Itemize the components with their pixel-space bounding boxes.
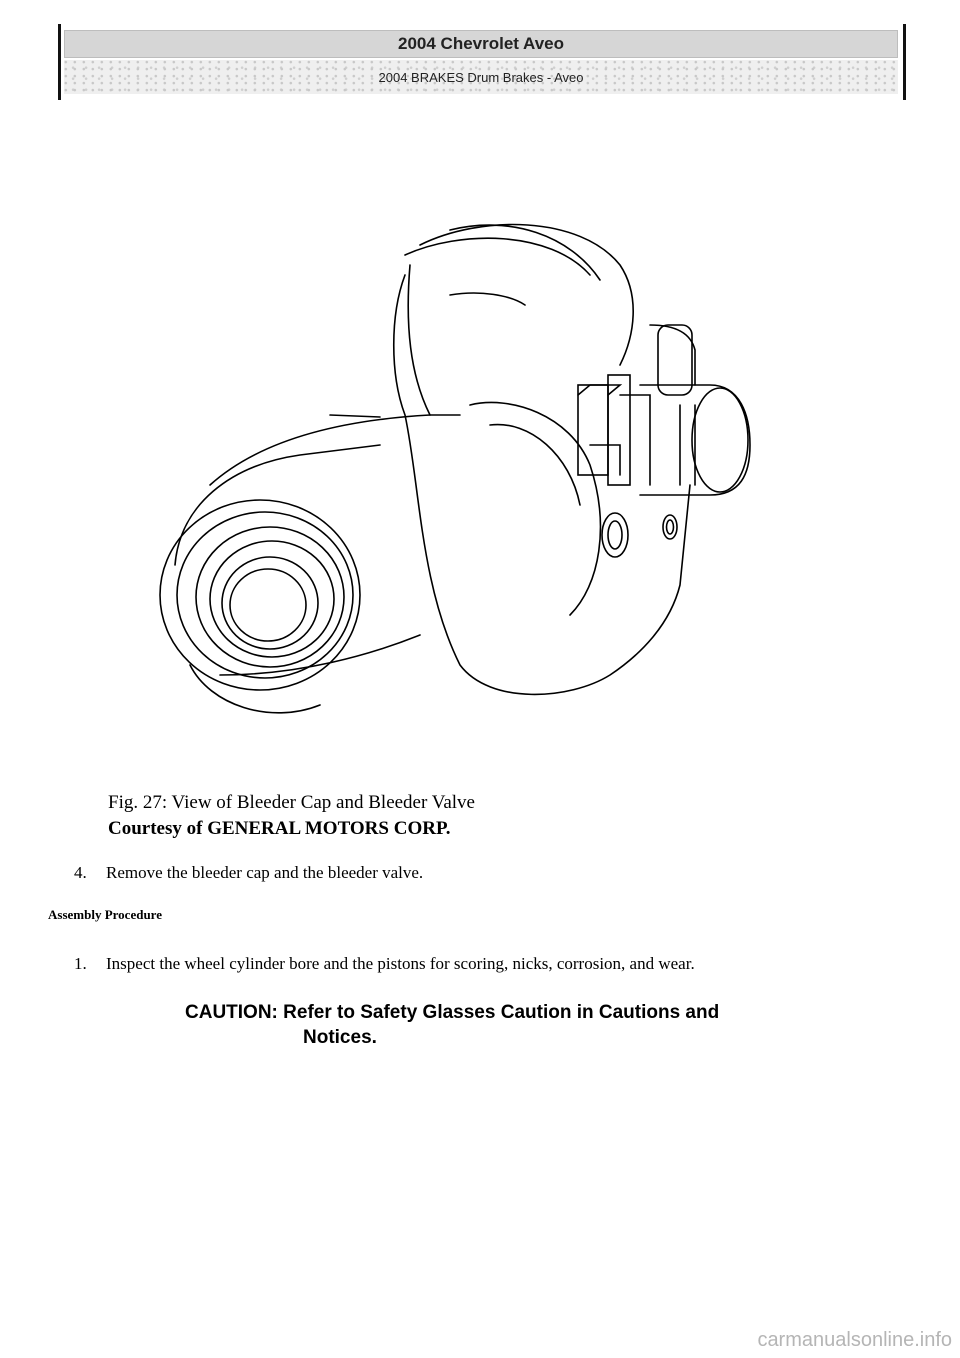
caution-notice	[185, 1000, 865, 1050]
wheel-cylinder-illustration	[150, 205, 770, 765]
figure-caption	[108, 790, 475, 842]
step-number: 4.	[74, 863, 87, 882]
watermark: carmanualsonline.info	[757, 1329, 952, 1351]
caution-text-line2: Notices.	[303, 1027, 377, 1048]
step-text: Inspect the wheel cylinder bore and the pistons for scoring, nicks, corrosion, and wear.	[106, 954, 695, 973]
header-right-rule	[903, 24, 906, 100]
figure-caption-title: Fig. 27: View of Bleeder Cap and Bleeder Valve	[108, 792, 475, 813]
document-title: 2004 Chevrolet Aveo	[64, 30, 898, 58]
document-subtitle: 2004 BRAKES Drum Brakes - Aveo	[64, 60, 898, 94]
section-heading: Assembly Procedure	[48, 907, 162, 922]
step-number: 1.	[74, 954, 87, 973]
procedure-step	[74, 953, 695, 975]
caution-text-line1: Refer to Safety Glasses Caution in Cautions and	[283, 1002, 720, 1023]
caution-label: CAUTION:	[185, 1002, 278, 1023]
header-left-rule	[58, 24, 61, 100]
figure-caption-courtesy: Courtesy of GENERAL MOTORS CORP.	[108, 818, 451, 839]
procedure-step	[74, 862, 423, 884]
step-text: Remove the bleeder cap and the bleeder valve.	[106, 863, 424, 882]
